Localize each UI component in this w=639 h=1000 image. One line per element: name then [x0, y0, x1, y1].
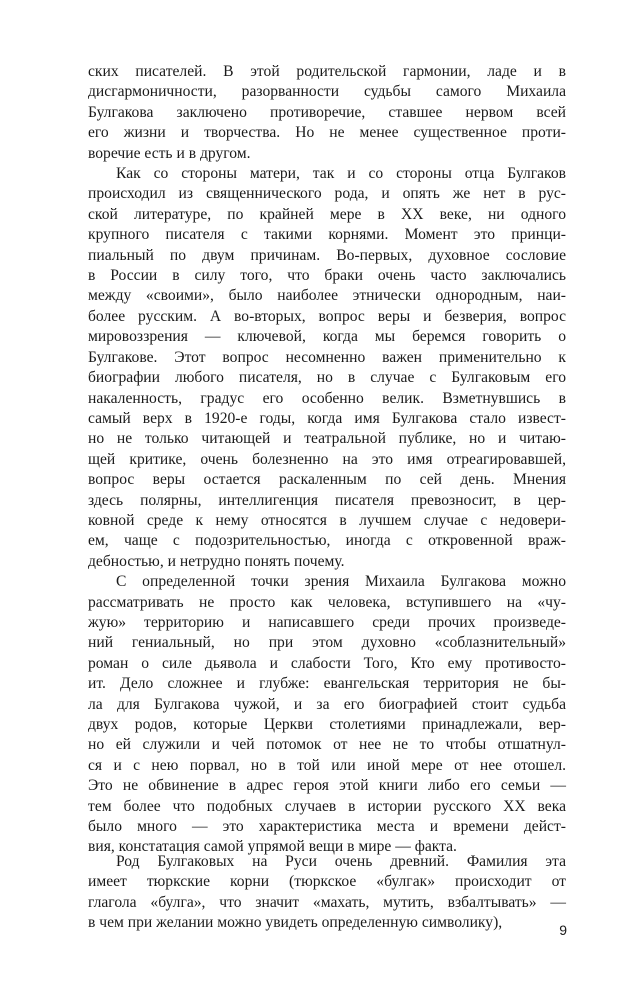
text-line: биографии любого писателя, но в случае с Булгаковым его: [88, 369, 566, 387]
text-line: рассматривать не просто как человека, вступившего на «чу-: [88, 593, 566, 611]
text-line: между «своими», было наиболее этнически однородным, наи-: [88, 287, 566, 305]
text-line: вия, констатация самой упрямой вещи в мире — факта.: [88, 838, 457, 856]
text-line: но не только читающей и театральной публике, но и читаю-: [88, 430, 566, 448]
page-number: 9: [559, 922, 567, 938]
text-line: в чем при желании можно увидеть определенную символику),: [88, 914, 503, 932]
text-line: тем более что подобных случаев в истории русского XX века: [88, 797, 566, 815]
text-line: ний гениальный, но при этом духовно «соблазнительный»: [88, 634, 566, 652]
text-line: двух родов, которые Церкви столетиями принадлежали, вер-: [88, 716, 566, 733]
text-line: дебностью, и нетрудно понять почему.: [88, 552, 345, 570]
text-line: Булгакова заключено противоречие, ставшее нервом всей: [88, 103, 566, 121]
text-line: мировоззрения — ключевой, когда мы беремся говорить о: [88, 328, 566, 346]
main-text-section: [88, 62, 566, 858]
text-line: вопрос веры остается раскаленным по сей день. Мнения: [88, 471, 566, 489]
text-line: его жизни и творчества. Но не менее существенное проти-: [88, 124, 566, 142]
text-line: глагола «булга», что значит «махать, мутить, взбалтывать» —: [88, 893, 566, 911]
text-line: ских писателей. В этой родительской гармонии, ладе и в: [88, 63, 566, 80]
text-line: щей критике, очень болезненно на это имя отреагировавшей,: [88, 450, 566, 468]
text-line: крупного писателя с такими корнями. Момент это принци-: [88, 226, 566, 244]
text-line: имеет тюркские корни (тюркское «булгак» происходит от: [88, 873, 566, 891]
text-line: самый верх в 1920-е годы, когда имя Булгакова стало извест-: [88, 409, 566, 427]
text-line: С определенной точки зрения Михаила Булгакова можно: [116, 573, 566, 591]
second-text-section: [88, 852, 566, 934]
text-line: воречие есть и в другом.: [88, 144, 251, 162]
text-line: более русским. А во-вторых, вопрос веры и безверия, вопрос: [88, 307, 566, 325]
text-line: жую» территорию и написавшего среди прочих произведе-: [88, 613, 566, 631]
text-line: ит. Дело сложнее и глубже: евангельская территория не бы-: [88, 675, 566, 693]
text-line: здесь полярны, интеллигенция писателя превозносит, в цер-: [88, 491, 566, 509]
text-line: Род Булгаковых на Руси очень древний. Фамилия эта: [116, 853, 566, 870]
text-line: ся и с нею порвал, но в той или иной мере от нее отошел.: [88, 756, 566, 774]
text-line: роман о силе дьявола и слабости Того, Кто ему противосто-: [88, 654, 566, 672]
text-line: ковной среде к нему относятся в лучшем случае с недовери-: [88, 511, 566, 529]
text-line: пиальный по двум причинам. Во-первых, духовное сословие: [88, 246, 566, 264]
paragraph: [88, 852, 566, 934]
text-line: происходил из священнического рода, и опять же нет в рус-: [88, 185, 566, 203]
text-line: в России в силу того, что браки очень часто заключались: [88, 267, 566, 285]
text-line: но ей служили и чей потомок от нее не то чтобы отшатнул-: [88, 736, 566, 754]
text-line: дисгармоничности, разорванности судьбы самого Михаила: [88, 83, 566, 101]
text-line: ской литературе, по крайней мере в XX веке, ни одного: [88, 205, 566, 223]
text-line: Булгакове. Этот вопрос несомненно важен применительно к: [88, 348, 566, 366]
text-line: накаленность, градус его особенно велик. Взметнувшись в: [88, 389, 566, 407]
paragraph: [88, 62, 566, 164]
text-line: ем, чаще с подозрительностью, иногда с откровенной враж-: [88, 532, 566, 550]
text-line: было много — это характеристика места и времени дейст-: [88, 818, 566, 836]
paragraph: [88, 572, 566, 858]
text-line: Как со стороны матери, так и со стороны отца Булгаков: [116, 165, 566, 183]
text-line: ла для Булгакова чужой, и за его биографией стоит судьба: [88, 695, 566, 713]
paragraph: [88, 164, 566, 572]
text-line: Это не обвинение в адрес героя этой книги либо его семьи —: [88, 777, 566, 795]
